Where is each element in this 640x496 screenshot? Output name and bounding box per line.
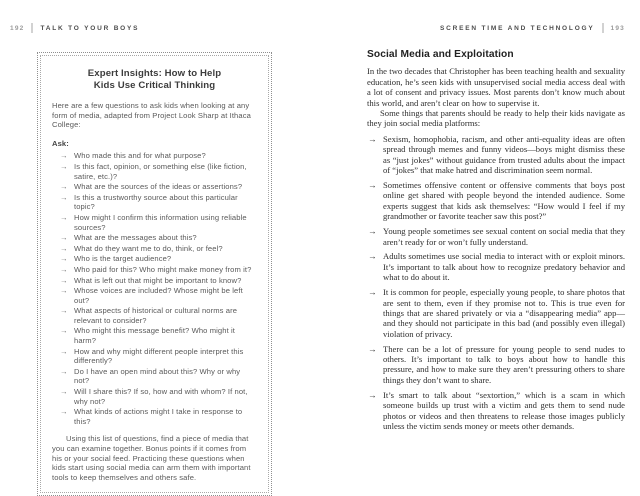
arrow-bullet-icon: → [368,389,377,400]
page-right [320,0,640,480]
question-text: Is this fact, opinion, or something else (like fiction, satire, etc.)? [74,161,247,181]
bullet-text: Sometimes offensive content or offensive comments that boys post online get shared with people beyond the intended audience. Some experts suggest that kids ask themselves: “How would I feel if my grandmother or favorite teacher saw this post?” [383,179,625,222]
arrow-bullet-icon: → [60,306,68,316]
bullet-text: Young people sometimes see sexual content on social media that they aren’t ready for or won’t fully understand. [383,226,625,247]
running-head-right: SCREEN TIME AND TECHNOLOGY [440,24,595,32]
arrow-bullet-icon: → [60,286,68,296]
question-item [60,347,257,366]
arrow-bullet-icon: → [60,366,68,376]
header-divider-left [31,23,33,33]
box-title [52,68,257,92]
arrow-bullet-icon: → [60,264,68,274]
running-head-left: TALK TO YOUR BOYS [40,24,140,32]
arrow-bullet-icon: → [60,192,68,202]
question-text: How might I confirm this information using reliable sources? [74,212,247,232]
arrow-bullet-icon: → [368,287,377,298]
bullet-list [367,134,625,432]
question-text: What kinds of actions might I take in response to this? [74,407,243,426]
question-text: What are the sources of the ideas or assertions? [74,182,243,192]
box-title-line2: Kids Use Critical Thinking [93,80,216,91]
bullet-text: Adults sometimes use social media to interact with or exploit minors. It’s important to talk about how to recognize predatory behavior and what to do about it. [383,251,625,283]
page-number-left: 192 [10,24,25,32]
arrow-bullet-icon: → [60,254,68,264]
ask-label: Ask: [52,138,69,148]
question-text: How and why might different people interpret this differently? [74,346,244,366]
question-text: Who paid for this? Who might make money from it? [74,264,252,274]
question-text: Whose voices are included? Whose might be left out? [74,286,243,305]
box-intro: Here are a few questions to ask kids when looking at any form of media, adapted from Project Look Sharp at Ithaca College: [52,101,251,130]
question-item [60,407,257,426]
running-header-right [440,23,625,33]
running-header-left [10,23,139,33]
bullet-text: It’s smart to talk about “sextortion,” which is a scam in which someone builds up trust with a victim and gets them to send nude photos or videos and then threatens to release those images publicly unless the victim sends money or meets other demands. [383,389,625,431]
arrow-bullet-icon: → [368,179,377,190]
question-text: What is left out that might be important to know? [74,275,242,285]
question-item [60,254,257,264]
arrow-bullet-icon: → [60,243,68,253]
bullet-text: It is common for people, especially young people, to share photos that are sent to them, even if they promise not to. This is true even for things that are shared privately or via a “disappearing media” app—and they should not participate in this bad (and possibly even illegal) violation of privacy. [383,287,625,339]
question-text: What do they want me to do, think, or feel? [74,243,223,253]
question-item [60,286,257,305]
question-item [60,193,257,212]
question-text: Do I have an open mind about this? Why or why not? [74,366,241,386]
bullet-text: There can be a lot of pressure for young people to send nudes to others. It’s important to talk to boys about how to handle this pressure, and how to make sure they aren’t pressuring others to share things they don’t want to share. [383,343,625,385]
bullet-text: Sexism, homophobia, racism, and other anti-equality ideas are often spread through memes and funny videos—boys might dismiss these as “just jokes” without guidance from trusted adults about the impact of “jokes” that make hatred and discrimination seem normal. [383,133,625,176]
expert-insights-box-inner [40,55,269,493]
arrow-bullet-icon: → [60,161,68,171]
question-item [60,326,257,345]
question-item [60,162,257,181]
question-text: Who might this message benefit? Who might it harm? [74,326,235,346]
question-item [60,182,257,192]
question-item [60,151,257,161]
question-text: What aspects of historical or cultural norms are relevant to consider? [74,306,238,325]
box-title-line1: Expert Insights: How to Help [87,68,222,79]
question-item [60,387,257,406]
question-item [60,276,257,286]
section-title: Social Media and Exploitation [367,49,514,60]
question-item [60,244,257,254]
bullet-item [367,180,625,222]
arrow-bullet-icon: → [60,151,68,161]
question-list [60,151,257,426]
arrow-bullet-icon: → [60,212,68,222]
arrow-bullet-icon: → [60,182,68,192]
question-item [60,367,257,386]
question-text: Who made this and for what purpose? [74,151,206,161]
bullet-item [367,226,625,247]
header-divider-right [602,23,604,33]
arrow-bullet-icon: → [60,387,68,397]
bullet-item [367,344,625,386]
question-text: Who is the target audience? [74,254,172,264]
arrow-bullet-icon: → [60,346,68,356]
question-text: Will I share this? If so, how and with whom? If not, why not? [74,387,248,406]
bullet-item [367,287,625,339]
bullet-item [367,390,625,432]
arrow-bullet-icon: → [368,226,377,237]
expert-insights-box [37,52,272,496]
bullet-item [367,251,625,282]
page-left [0,0,320,480]
question-item [60,233,257,243]
page-number-right: 193 [610,24,625,32]
arrow-bullet-icon: → [368,133,377,144]
question-item [60,306,257,325]
question-text: Is this a trustworthy source about this particular topic? [74,192,238,212]
arrow-bullet-icon: → [368,343,377,354]
arrow-bullet-icon: → [60,275,68,285]
paragraph-2: Some things that parents should be ready to help their kids navigate as they join social media platforms: [367,108,625,129]
arrow-bullet-icon: → [60,407,68,417]
arrow-bullet-icon: → [368,251,377,262]
arrow-bullet-icon: → [60,326,68,336]
arrow-bullet-icon: → [60,233,68,243]
right-page-content [367,50,625,436]
paragraph-1: In the two decades that Christopher has been teaching health and sexuality education, he’s seen kids with unsupervised social media access deal with a lot of consent and privacy issues. Most parents don’t know much about this world, and aren’t clear on how to supervise it. [367,66,625,108]
question-text: What are the messages about this? [74,233,197,243]
question-item [60,213,257,232]
bullet-item [367,134,625,176]
box-closing: Using this list of questions, find a piece of media that you can examine together. Bonus points if it comes from his or your social feed. Practicing these questions when kids start using social media can arm them with important tools to keep themselves and others safe. [52,434,251,482]
question-item [60,265,257,275]
